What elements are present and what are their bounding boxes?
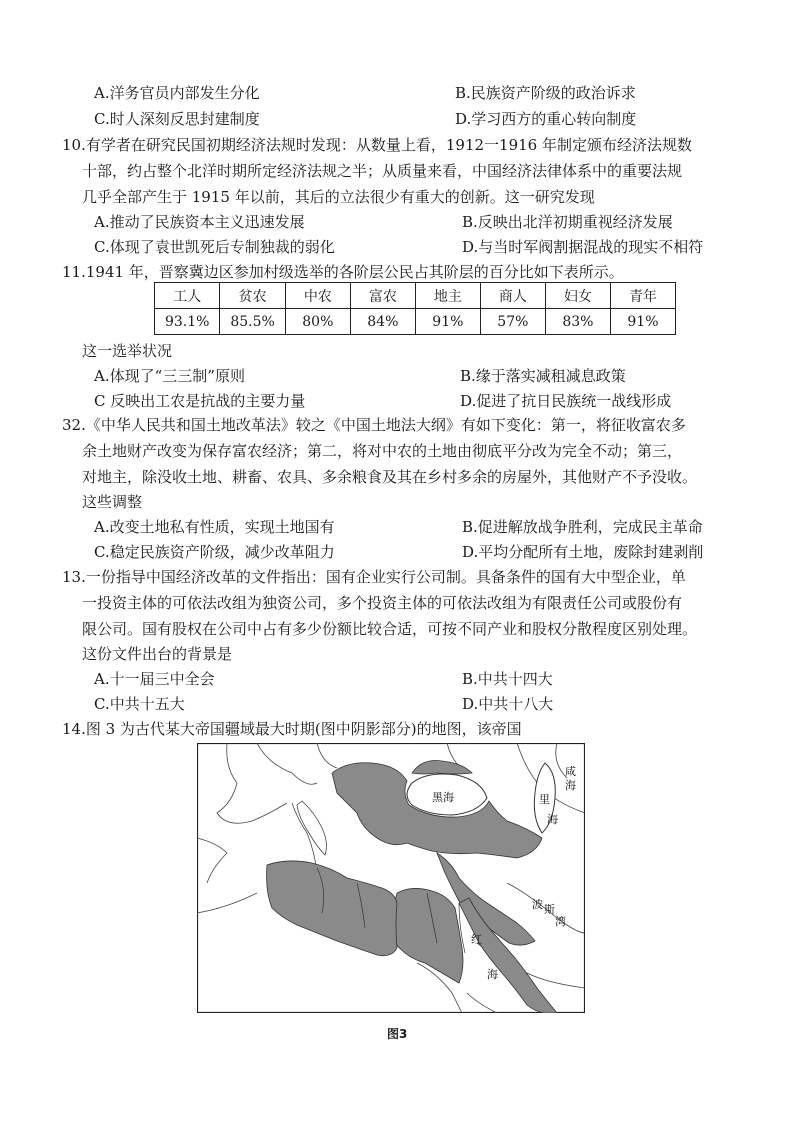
q10-stem-line-2: 十部，约占整个北洋时期所定经济法规之半；从质量来看，中国经济法律体系中的重要法规 <box>82 162 683 180</box>
q12-stem-line-3: 对地主，除没收土地、耕畜、农具、多余粮食及其在乡村多余的房屋外，其他财产不予没收。 <box>82 468 698 486</box>
table-cell: 85.5% <box>220 309 285 335</box>
q12-stem-line-2: 余土地财产改变为保存富农经济；第二，将对中农的土地由彻底平分改为完全不动；第三， <box>82 442 683 460</box>
q9-option-d: D.学习西方的重心转向制度 <box>455 110 637 128</box>
q13-option-c: C.中共十五大 <box>94 695 185 713</box>
table-header-cell: 商人 <box>480 283 545 309</box>
q12-option-b: B.促进解放战争胜利，完成民主革命 <box>462 518 703 536</box>
q13-option-b: B.中共十四大 <box>462 670 553 688</box>
label-caspian-3: 里 <box>539 793 550 806</box>
figure-caption: 图3 <box>387 1027 408 1041</box>
q11-option-a: A.体现了“三三制”原则 <box>94 367 245 385</box>
q13-stem-line-3: 限公司。国有股权在公司中占有多少份额比较合适，可按不同产业和股权分散程度区别处理。 <box>82 620 698 638</box>
q13-stem-line-1: 13.一份指导中国经济改革的文件指出：国有企业实行公司制。具备条件的国有大中型企业，单 <box>62 568 686 586</box>
q14-stem: 14.图 3 为古代某大帝国疆域最大时期(图中阴影部分)的地图，该帝国 <box>62 720 522 738</box>
label-persian-2: 斯 <box>544 903 555 916</box>
label-red-sea-2: 海 <box>487 968 498 981</box>
table-header-cell: 地主 <box>415 283 480 309</box>
q12-option-d: D.平均分配所有土地，废除封建剥削 <box>462 543 704 561</box>
q13-stem-line-4: 这份文件出台的背景是 <box>82 645 233 663</box>
label-black-sea: 黑海 <box>432 791 454 804</box>
q13-option-a: A.十一届三中全会 <box>94 670 215 688</box>
table-cell: 93.1% <box>155 309 220 335</box>
label-caspian-4: 海 <box>547 813 558 826</box>
label-persian-3: 湾 <box>555 915 566 928</box>
q11-after-table: 这一选举状况 <box>82 342 173 360</box>
q12-option-c: C.稳定民族资产阶级，减少改革阻力 <box>94 543 335 561</box>
table-row <box>155 309 676 335</box>
q10-option-c: C.体现了袁世凯死后专制独裁的弱化 <box>94 238 335 256</box>
q12-stem-line-4: 这些调整 <box>82 493 143 511</box>
table-cell: 83% <box>545 309 610 335</box>
q11-option-d: D.促进了抗日民族统一战线形成 <box>460 392 672 410</box>
q9-option-c: C.时人深刻反思封建制度 <box>94 110 260 128</box>
q12-stem-line-1: 32.《中华人民共和国土地改革法》较之《中国土地法大纲》有如下变化：第一，将征收富农多 <box>62 416 686 434</box>
q10-option-b: B.反映出北洋初期重视经济发展 <box>462 213 673 231</box>
q10-option-d: D.与当时军阀割据混战的现实不相符 <box>462 238 704 256</box>
table-header-row <box>155 283 676 309</box>
q13-stem-line-2: 一投资主体的可依法改组为独资公司，多个投资主体的可依法改组为有限责任公司或股份有 <box>82 594 683 612</box>
label-persian-1: 波 <box>532 898 543 911</box>
label-red-sea-1: 红 <box>471 933 482 946</box>
table-header-cell: 中农 <box>285 283 350 309</box>
table-cell: 57% <box>480 309 545 335</box>
q10-stem-line-3: 几乎全部产生于 1915 年以前，其后的立法很少有重大的创新。这一研究发现 <box>82 188 595 206</box>
table-header-cell: 贫农 <box>220 283 285 309</box>
table-header-cell: 富农 <box>350 283 415 309</box>
q12-option-a: A.改变土地私有性质，实现土地国有 <box>94 518 335 536</box>
table-header-cell: 青年 <box>610 283 675 309</box>
table-header-cell: 工人 <box>155 283 220 309</box>
table-cell: 80% <box>285 309 350 335</box>
q11-option-c: C 反映出工农是抗战的主要力量 <box>94 392 306 410</box>
q10-stem-line-1: 10.有学者在研究民国初期经济法规时发现：从数量上看，1912一1916 年制定颁布经济法规数 <box>62 136 692 154</box>
q11-option-b: B.缘于落实减租减息政策 <box>460 367 626 385</box>
q13-option-d: D.中共十八大 <box>462 695 554 713</box>
q10-option-a: A.推动了民族资本主义迅速发展 <box>94 213 305 231</box>
q11-survey-table <box>154 282 676 335</box>
label-caspian-1: 咸 <box>565 765 576 778</box>
q9-option-a: A.洋务官员内部发生分化 <box>94 84 260 102</box>
table-cell: 84% <box>350 309 415 335</box>
label-caspian-2: 海 <box>565 779 576 792</box>
table-cell: 91% <box>610 309 675 335</box>
table-header-cell: 妇女 <box>545 283 610 309</box>
table-cell: 91% <box>415 309 480 335</box>
empire-map <box>197 743 585 1013</box>
q11-stem: 11.1941 年，晋察冀边区参加村级选举的各阶层公民占其阶层的百分比如下表所示。 <box>62 263 624 281</box>
q9-option-b: B.民族资产阶级的政治诉求 <box>455 84 636 102</box>
